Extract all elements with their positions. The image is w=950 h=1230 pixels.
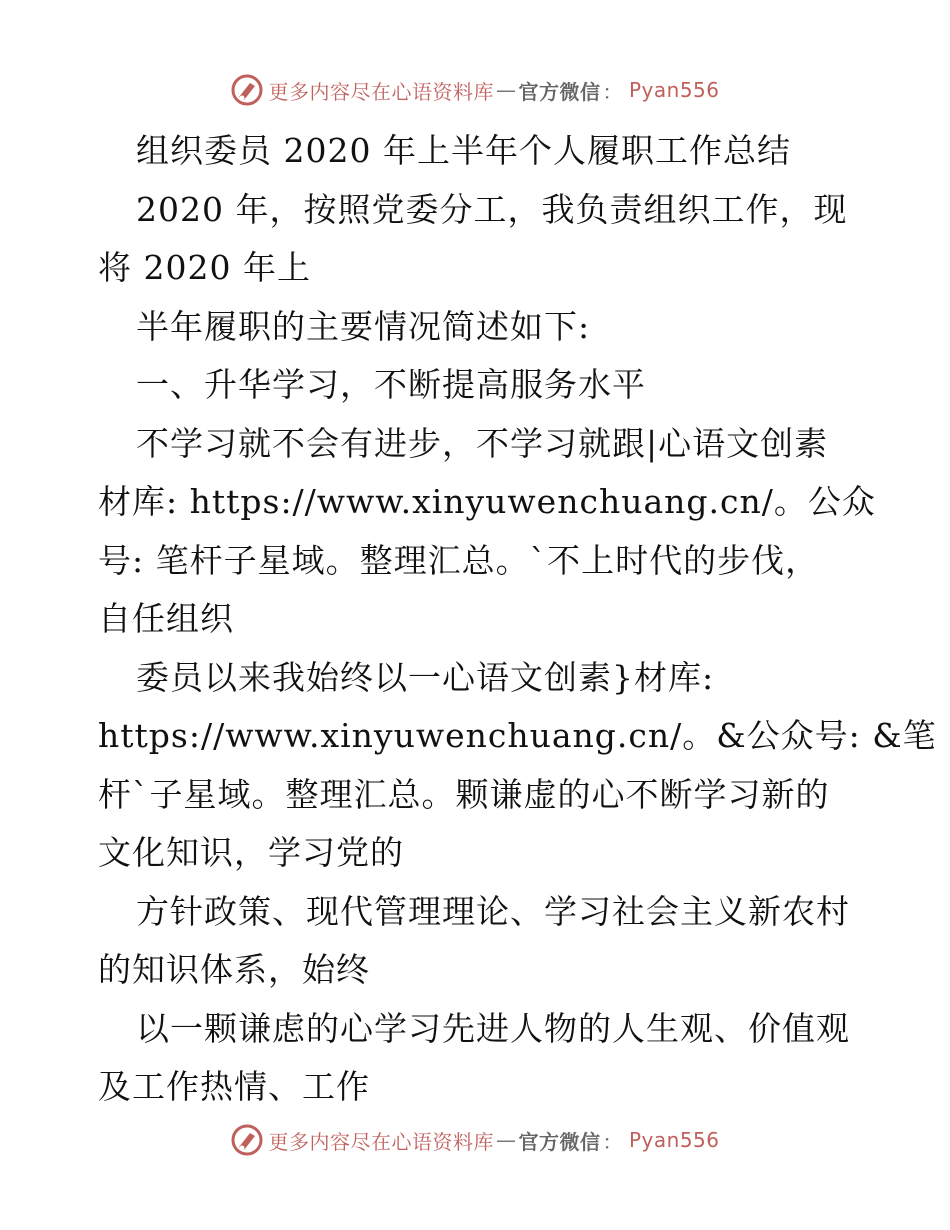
paragraph-line: 的知识体系，始终 xyxy=(98,950,370,989)
paragraph-line: 及工作热情、工作 xyxy=(98,1067,370,1106)
banner-label: 官方微信 xyxy=(518,79,601,104)
banner-handle: Pyan556 xyxy=(628,1128,720,1152)
banner-label: 官方微信 xyxy=(518,1129,601,1154)
paragraph-line: 委员以来我始终以一心语文创素}材库: xyxy=(136,657,715,697)
banner-colon: ： xyxy=(602,1129,623,1154)
banner-handle: Pyan556 xyxy=(628,78,720,102)
paragraph-line: 将 2020 年上 xyxy=(98,248,311,287)
banner-separator: — xyxy=(495,1128,517,1152)
footer-watermark-banner xyxy=(0,1120,950,1160)
document-title: 组织委员 2020 年上半年个人履职工作总结 xyxy=(136,131,791,170)
paragraph-line: 方针政策、现代管理理论、学习社会主义新农村 xyxy=(136,891,850,931)
paragraph-line: 杆`子星域。整理汇总。颗谦虚的心不断学习新的 xyxy=(98,774,830,814)
banner-text: 更多内容尽在心语资料库 xyxy=(268,1129,494,1154)
paragraph-line: 文化知识，学习党的 xyxy=(98,833,404,872)
pen-nib-logo-icon xyxy=(230,73,264,107)
banner-text: 更多内容尽在心语资料库 xyxy=(268,79,494,104)
document-body xyxy=(98,122,937,1117)
pen-nib-logo-icon xyxy=(230,1123,264,1157)
section-heading: 一、升华学习，不断提高服务水平 xyxy=(136,365,646,404)
banner-separator: — xyxy=(495,78,517,102)
paragraph-line: 不学习就不会有进步，不学习就跟|心语文创素 xyxy=(136,423,829,463)
paragraph-line: 材库: https://www.xinyuwenchuang.cn/。公众 xyxy=(98,482,876,521)
banner-colon: ： xyxy=(602,79,623,104)
header-watermark-banner xyxy=(0,70,950,110)
paragraph-line: 自任组织 xyxy=(98,599,234,638)
paragraph-line: 2020 年，按照党委分工，我负责组织工作，现 xyxy=(136,189,848,229)
paragraph-line: 以一颗谦虑的心学习先进人物的人生观、价值观 xyxy=(136,1008,850,1048)
paragraph-line: https://www.xinyuwenchuang.cn/。&公众号: &笔 xyxy=(98,716,937,755)
paragraph-line: 半年履职的主要情况简述如下: xyxy=(136,306,591,346)
paragraph-line: 号: 笔杆子星域。整理汇总。`不上时代的步伐， xyxy=(98,540,820,580)
